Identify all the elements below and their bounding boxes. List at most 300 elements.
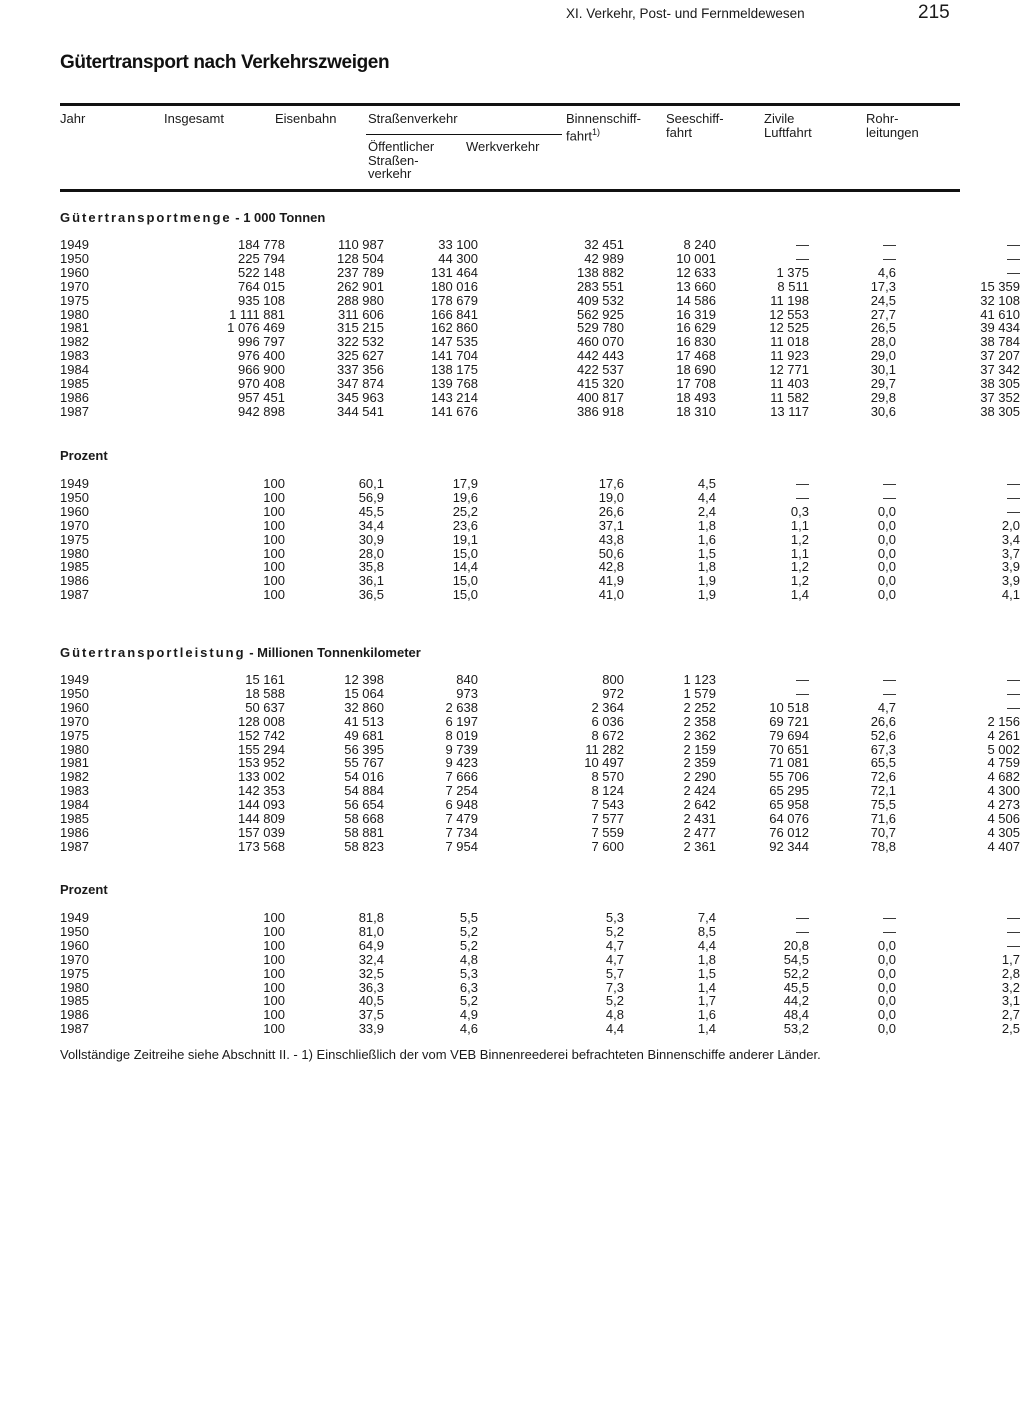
value-cell: 100	[263, 489, 285, 505]
value-cell: 4,7	[605, 951, 624, 967]
year-cell: 1985	[60, 993, 89, 1009]
year-cell: 1986	[60, 824, 89, 840]
value-cell: 4 273	[987, 797, 1020, 813]
page-number: 215	[918, 2, 950, 23]
value-cell: 1,6	[697, 531, 716, 547]
value-cell: 67,3	[870, 741, 896, 757]
table-row	[0, 560, 1020, 574]
table-row	[0, 1022, 1020, 1036]
value-cell: 8 124	[591, 783, 624, 799]
value-cell: 1,1	[790, 545, 809, 561]
value-cell: 32 451	[584, 237, 624, 252]
value-cell: —	[1007, 237, 1020, 252]
value-cell: 12 633	[676, 264, 716, 280]
value-cell: 178 679	[431, 292, 478, 308]
value-cell: 69 721	[769, 713, 809, 729]
value-cell: 16 319	[676, 306, 716, 322]
value-cell: 30,9	[358, 531, 384, 547]
value-cell: 8,5	[697, 923, 716, 939]
value-cell: 3,9	[1001, 573, 1020, 589]
value-cell: 14,4	[452, 559, 478, 575]
value-cell: 322 532	[337, 334, 384, 350]
value-cell: 6 197	[445, 713, 478, 729]
value-cell: 935 108	[238, 292, 285, 308]
table-row	[0, 812, 1020, 826]
value-cell: 64,9	[358, 937, 384, 953]
value-cell: 60,1	[358, 476, 384, 491]
table-row	[0, 729, 1020, 743]
year-cell: 1950	[60, 250, 89, 266]
header-rule-top	[60, 103, 960, 106]
year-cell: 1950	[60, 685, 89, 701]
value-cell: 128 504	[337, 250, 384, 266]
value-cell: 34,4	[358, 517, 384, 533]
year-cell: 1986	[60, 573, 89, 589]
value-cell: 19,6	[452, 489, 478, 505]
value-cell: 2 362	[683, 727, 716, 743]
col-head-jahr: Jahr	[60, 111, 86, 126]
value-cell: 32,4	[358, 951, 384, 967]
table-row	[0, 519, 1020, 533]
table-row	[0, 994, 1020, 1008]
section-label-prozent-leistung: Prozent	[60, 882, 108, 897]
value-cell: 1 076 469	[227, 320, 285, 336]
year-cell: 1980	[60, 545, 89, 561]
value-cell: 942 898	[238, 403, 285, 419]
value-cell: 100	[263, 503, 285, 519]
value-cell: 4 682	[987, 769, 1020, 785]
table-row	[0, 377, 1020, 391]
value-cell: 28,0	[358, 545, 384, 561]
value-cell: 4 305	[987, 824, 1020, 840]
value-cell: 7 600	[591, 838, 624, 854]
value-cell: —	[883, 237, 896, 252]
value-cell: —	[796, 910, 809, 925]
value-cell: 283 551	[577, 278, 624, 294]
table-row	[0, 533, 1020, 547]
year-cell: 1981	[60, 755, 89, 771]
value-cell: 26,6	[870, 713, 896, 729]
value-cell: 65 295	[769, 783, 809, 799]
value-cell: 43,8	[598, 531, 624, 547]
year-cell: 1985	[60, 559, 89, 575]
value-cell: 20,8	[783, 937, 809, 953]
value-cell: 26,5	[870, 320, 896, 336]
value-cell: 3,1	[1001, 993, 1020, 1009]
value-cell: —	[883, 685, 896, 701]
year-cell: 1970	[60, 517, 89, 533]
value-cell: 415 320	[577, 376, 624, 392]
value-cell: 8 672	[591, 727, 624, 743]
table-row	[0, 925, 1020, 939]
value-cell: 53,2	[783, 1021, 809, 1037]
value-cell: —	[1007, 685, 1020, 701]
value-cell: 25,2	[452, 503, 478, 519]
year-cell: 1975	[60, 965, 89, 981]
value-cell: 50 637	[245, 699, 285, 715]
value-cell: 1,7	[697, 993, 716, 1009]
value-cell: 288 980	[337, 292, 384, 308]
value-cell: 100	[263, 517, 285, 533]
value-cell: 344 541	[337, 403, 384, 419]
value-cell: 139 768	[431, 376, 478, 392]
value-cell: 110 987	[337, 237, 384, 252]
value-cell: 138 175	[431, 362, 478, 378]
value-cell: 4,6	[459, 1021, 478, 1037]
table-row	[0, 321, 1020, 335]
binnen-label: Binnenschiff- fahrt	[566, 111, 641, 143]
value-cell: 45,5	[358, 503, 384, 519]
value-cell: 0,0	[877, 517, 896, 533]
value-cell: 155 294	[238, 741, 285, 757]
value-cell: —	[796, 250, 809, 266]
value-cell: 19,1	[452, 531, 478, 547]
value-cell: 58 881	[344, 824, 384, 840]
value-cell: 1,8	[697, 517, 716, 533]
value-cell: 1,4	[697, 979, 716, 995]
value-cell: 54,5	[783, 951, 809, 967]
value-cell: 13 117	[770, 403, 809, 419]
value-cell: 4 261	[987, 727, 1020, 743]
value-cell: 44,2	[783, 993, 809, 1009]
value-cell: 15 064	[344, 685, 384, 701]
value-cell: 100	[263, 559, 285, 575]
value-cell: 2 358	[683, 713, 716, 729]
value-cell: 38 784	[980, 334, 1020, 350]
value-cell: 347 874	[337, 376, 384, 392]
col-head-binnenschiffahrt	[566, 112, 641, 142]
value-cell: 29,8	[870, 389, 896, 405]
value-cell: —	[883, 910, 896, 925]
col-head-luftfahrt: Zivile Luftfahrt	[764, 111, 812, 140]
value-cell: —	[1007, 264, 1020, 280]
value-cell: 325 627	[337, 348, 384, 364]
value-cell: 100	[263, 587, 285, 603]
col-head-seeschiffahrt: Seeschiff- fahrt	[666, 111, 724, 140]
value-cell: 44 300	[438, 250, 478, 266]
value-cell: 4,5	[697, 476, 716, 491]
year-cell: 1986	[60, 1007, 89, 1023]
table-leistung	[0, 673, 1020, 854]
value-cell: 15,0	[452, 587, 478, 603]
value-cell: 442 443	[577, 348, 624, 364]
value-cell: 48,4	[783, 1007, 809, 1023]
value-cell: 11 198	[770, 292, 809, 308]
value-cell: 262 901	[337, 278, 384, 294]
year-cell: 1984	[60, 797, 89, 813]
year-cell: 1987	[60, 838, 89, 854]
value-cell: 100	[263, 910, 285, 925]
value-cell: 0,0	[877, 1007, 896, 1023]
value-cell: 41 513	[344, 713, 384, 729]
value-cell: 0,0	[877, 937, 896, 953]
value-cell: 0,0	[877, 1021, 896, 1037]
value-cell: 71,6	[870, 811, 896, 827]
value-cell: 70 651	[769, 741, 809, 757]
value-cell: 144 809	[238, 811, 285, 827]
value-cell: 2 424	[683, 783, 716, 799]
value-cell: 18 493	[676, 389, 716, 405]
value-cell: 26,6	[598, 503, 624, 519]
year-cell: 1975	[60, 727, 89, 743]
year-cell: 1950	[60, 923, 89, 939]
value-cell: —	[883, 672, 896, 687]
section-title-leistung	[60, 645, 421, 660]
year-cell: 1987	[60, 403, 89, 419]
year-cell: 1960	[60, 264, 89, 280]
value-cell: —	[1007, 910, 1020, 925]
value-cell: 14 586	[676, 292, 716, 308]
value-cell: 162 860	[431, 320, 478, 336]
value-cell: 6 036	[591, 713, 624, 729]
year-cell: 1982	[60, 769, 89, 785]
value-cell: —	[796, 685, 809, 701]
table-row	[0, 547, 1020, 561]
value-cell: 2,8	[1001, 965, 1020, 981]
value-cell: 386 918	[577, 403, 624, 419]
value-cell: 5,2	[459, 923, 478, 939]
value-cell: —	[1007, 923, 1020, 939]
table-row	[0, 967, 1020, 981]
value-cell: 3,9	[1001, 559, 1020, 575]
value-cell: 5,5	[459, 910, 478, 925]
value-cell: 23,6	[452, 517, 478, 533]
value-cell: 4,6	[877, 264, 896, 280]
value-cell: 2 431	[683, 811, 716, 827]
value-cell: 153 952	[238, 755, 285, 771]
table-row	[0, 715, 1020, 729]
value-cell: 157 039	[238, 824, 285, 840]
col-head-rohrleitungen: Rohr- leitungen	[866, 111, 919, 140]
value-cell: 2 159	[683, 741, 716, 757]
value-cell: 100	[263, 979, 285, 995]
value-cell: 75,5	[870, 797, 896, 813]
value-cell: 0,0	[877, 559, 896, 575]
value-cell: 18 310	[676, 403, 716, 419]
value-cell: 28,0	[870, 334, 896, 350]
value-cell: 18 588	[245, 685, 285, 701]
value-cell: 0,0	[877, 545, 896, 561]
value-cell: 18 690	[676, 362, 716, 378]
value-cell: 92 344	[769, 838, 809, 854]
value-cell: 147 535	[431, 334, 478, 350]
value-cell: 55 767	[344, 755, 384, 771]
value-cell: 12 398	[344, 672, 384, 687]
value-cell: 4 506	[987, 811, 1020, 827]
value-cell: 840	[456, 672, 478, 687]
year-cell: 1987	[60, 1021, 89, 1037]
value-cell: 2 361	[683, 838, 716, 854]
value-cell: —	[883, 250, 896, 266]
value-cell: 5,2	[605, 923, 624, 939]
value-cell: 32 108	[980, 292, 1020, 308]
value-cell: 58 823	[344, 838, 384, 854]
value-cell: —	[1007, 937, 1020, 953]
year-cell: 1960	[60, 503, 89, 519]
value-cell: 11 403	[770, 376, 809, 392]
value-cell: 141 676	[431, 403, 478, 419]
value-cell: 41 610	[980, 306, 1020, 322]
year-cell: 1982	[60, 334, 89, 350]
value-cell: 141 704	[431, 348, 478, 364]
value-cell: —	[883, 489, 896, 505]
value-cell: 0,0	[877, 531, 896, 547]
value-cell: 5,2	[459, 993, 478, 1009]
value-cell: 11 282	[585, 741, 624, 757]
value-cell: 4 300	[987, 783, 1020, 799]
value-cell: 8 570	[591, 769, 624, 785]
value-cell: —	[883, 476, 896, 491]
col-head-eisenbahn: Eisenbahn	[275, 111, 337, 126]
table-row	[0, 784, 1020, 798]
value-cell: 225 794	[238, 250, 285, 266]
footnote: Vollständige Zeitreihe siehe Abschnitt II. - 1) Einschließlich der vom VEB Binnenreederei befrachteten Binnenschiffe anderer Länder.	[60, 1047, 821, 1062]
value-cell: 966 900	[238, 362, 285, 378]
value-cell: 7 543	[591, 797, 624, 813]
table-row	[0, 574, 1020, 588]
value-cell: 100	[263, 531, 285, 547]
value-cell: 36,5	[358, 587, 384, 603]
year-cell: 1981	[60, 320, 89, 336]
value-cell: 529 780	[577, 320, 624, 336]
value-cell: 2 252	[683, 699, 716, 715]
value-cell: 996 797	[238, 334, 285, 350]
table-row	[0, 349, 1020, 363]
year-cell: 1980	[60, 306, 89, 322]
value-cell: 37 342	[980, 362, 1020, 378]
value-cell: 4 759	[987, 755, 1020, 771]
binnen-footnote-marker: 1)	[592, 126, 601, 137]
table-row	[0, 252, 1020, 266]
value-cell: 15 161	[245, 672, 285, 687]
value-cell: 1,5	[697, 545, 716, 561]
value-cell: 5,3	[459, 965, 478, 981]
value-cell: —	[1007, 672, 1020, 687]
value-cell: 4,4	[697, 937, 716, 953]
value-cell: 1,6	[697, 1007, 716, 1023]
value-cell: 8 511	[777, 278, 809, 294]
year-cell: 1949	[60, 476, 89, 491]
value-cell: 1,1	[790, 517, 809, 533]
value-cell: 40,5	[358, 993, 384, 1009]
page-title: Gütertransport nach Verkehrszweigen	[60, 52, 390, 73]
value-cell: 143 214	[431, 389, 478, 405]
value-cell: 70,7	[870, 824, 896, 840]
value-cell: 5,2	[459, 937, 478, 953]
value-cell: 970 408	[238, 376, 285, 392]
value-cell: 5 002	[987, 741, 1020, 757]
value-cell: 81,8	[358, 910, 384, 925]
value-cell: 4,1	[1001, 587, 1020, 603]
year-cell: 1983	[60, 348, 89, 364]
value-cell: 2,5	[1001, 1021, 1020, 1037]
value-cell: 128 008	[238, 713, 285, 729]
value-cell: 0,0	[877, 951, 896, 967]
value-cell: 100	[263, 545, 285, 561]
table-row	[0, 981, 1020, 995]
value-cell: 1,2	[790, 531, 809, 547]
value-cell: 36,1	[358, 573, 384, 589]
table-row	[0, 1008, 1020, 1022]
value-cell: 184 778	[238, 237, 285, 252]
col-head-insgesamt: Insgesamt	[164, 111, 224, 126]
value-cell: 56 654	[344, 797, 384, 813]
value-cell: 100	[263, 476, 285, 491]
value-cell: 7 666	[445, 769, 478, 785]
value-cell: 32 860	[344, 699, 384, 715]
value-cell: 0,3	[790, 503, 809, 519]
value-cell: 1 111 881	[229, 306, 285, 322]
table-menge	[0, 238, 1020, 419]
value-cell: —	[1007, 250, 1020, 266]
value-cell: 973	[456, 685, 478, 701]
year-cell: 1980	[60, 979, 89, 995]
value-cell: 24,5	[870, 292, 896, 308]
value-cell: 37 352	[980, 389, 1020, 405]
value-cell: 11 923	[770, 348, 809, 364]
value-cell: 5,3	[605, 910, 624, 925]
table-row	[0, 477, 1020, 491]
value-cell: 4,9	[459, 1007, 478, 1023]
value-cell: 15 359	[980, 278, 1020, 294]
value-cell: 54 016	[344, 769, 384, 785]
value-cell: 71 081	[769, 755, 809, 771]
value-cell: 2 359	[683, 755, 716, 771]
value-cell: 72,6	[870, 769, 896, 785]
table-row	[0, 701, 1020, 715]
value-cell: 38 305	[980, 376, 1020, 392]
value-cell: 460 070	[577, 334, 624, 350]
value-cell: 41,0	[598, 587, 624, 603]
value-cell: 1,4	[790, 587, 809, 603]
value-cell: 7,3	[605, 979, 624, 995]
value-cell: 100	[263, 965, 285, 981]
value-cell: 8 240	[683, 237, 716, 252]
value-cell: 142 353	[238, 783, 285, 799]
value-cell: 2 642	[683, 797, 716, 813]
value-cell: 133 002	[238, 769, 285, 785]
value-cell: 72,1	[870, 783, 896, 799]
value-cell: 0,0	[877, 993, 896, 1009]
value-cell: 1,8	[697, 951, 716, 967]
value-cell: 52,6	[870, 727, 896, 743]
year-cell: 1985	[60, 376, 89, 392]
value-cell: 1,2	[790, 573, 809, 589]
table-row	[0, 911, 1020, 925]
value-cell: 957 451	[238, 389, 285, 405]
value-cell: 138 882	[577, 264, 624, 280]
value-cell: 32,5	[358, 965, 384, 981]
value-cell: 30,6	[870, 403, 896, 419]
value-cell: 11 018	[770, 334, 809, 350]
year-cell: 1983	[60, 783, 89, 799]
value-cell: 65 958	[769, 797, 809, 813]
value-cell: 5,2	[605, 993, 624, 1009]
table-row	[0, 280, 1020, 294]
value-cell: —	[796, 237, 809, 252]
value-cell: 56 395	[344, 741, 384, 757]
value-cell: 311 606	[337, 306, 384, 322]
value-cell: 1,9	[697, 587, 716, 603]
value-cell: —	[796, 476, 809, 491]
value-cell: 33,9	[358, 1021, 384, 1037]
value-cell: 7 559	[591, 824, 624, 840]
value-cell: 2 156	[987, 713, 1020, 729]
value-cell: 1 123	[683, 672, 716, 687]
value-cell: 3,4	[1001, 531, 1020, 547]
value-cell: 9 739	[445, 741, 478, 757]
value-cell: 315 215	[337, 320, 384, 336]
